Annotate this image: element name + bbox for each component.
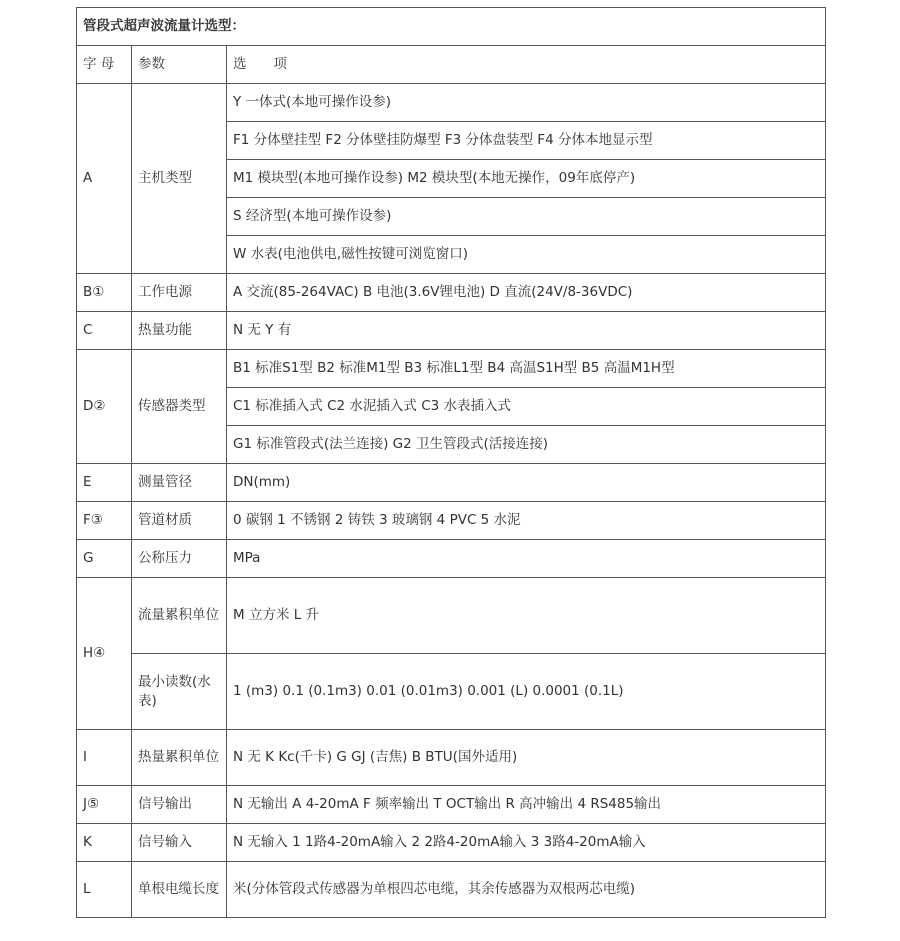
header-row [77,46,826,84]
header-letter: 字 母 [77,46,132,84]
letter-cell: J⑤ [77,786,132,824]
table-row [77,312,826,350]
letter-cell: A [77,84,132,274]
table-row [77,464,826,502]
table-title: 管段式超声波流量计选型： [77,8,826,46]
letter-cell: F③ [77,502,132,540]
table-row [77,84,826,122]
table-row [77,824,826,862]
letter-cell: L [77,862,132,918]
option-cell: M1 模块型(本地可操作设参) M2 模块型(本地无操作，09年底停产) [227,160,826,198]
option-cell: Y 一体式(本地可操作设参) [227,84,826,122]
table-row [77,274,826,312]
option-cell: 米(分体管段式传感器为单根四芯电缆，其余传感器为双根两芯电缆) [227,862,826,918]
option-cell: 0 碳钢 1 不锈钢 2 铸铁 3 玻璃钢 4 PVC 5 水泥 [227,502,826,540]
option-cell: A 交流(85-264VAC) B 电池(3.6V锂电池) D 直流(24V/8-36VDC) [227,274,826,312]
option-cell: S 经济型(本地可操作设参) [227,198,826,236]
param-cell: 流量累积单位 [132,578,227,654]
param-cell: 公称压力 [132,540,227,578]
letter-cell: D② [77,350,132,464]
option-cell: MPa [227,540,826,578]
option-cell: W 水表(电池供电,磁性按键可浏览窗口) [227,236,826,274]
option-cell: 1 (m3) 0.1 (0.1m3) 0.01 (0.01m3) 0.001 (L) 0.0001 (0.1L) [227,654,826,730]
table-row [77,862,826,918]
param-cell: 信号输入 [132,824,227,862]
letter-cell: B① [77,274,132,312]
param-cell: 传感器类型 [132,350,227,464]
table-row [77,730,826,786]
option-cell: N 无输入 1 1路4-20mA输入 2 2路4-20mA输入 3 3路4-20mA输入 [227,824,826,862]
param-cell: 测量管径 [132,464,227,502]
table-row [77,540,826,578]
table-row [77,350,826,388]
table-row [77,502,826,540]
letter-cell: G [77,540,132,578]
letter-cell: H④ [77,578,132,730]
option-cell: DN(mm) [227,464,826,502]
option-cell: N 无 Y 有 [227,312,826,350]
option-cell: C1 标准插入式 C2 水泥插入式 C3 水表插入式 [227,388,826,426]
option-cell: G1 标准管段式(法兰连接) G2 卫生管段式(活接连接) [227,426,826,464]
param-cell: 工作电源 [132,274,227,312]
param-cell: 主机类型 [132,84,227,274]
option-cell: M 立方米 L 升 [227,578,826,654]
param-cell: 热量累积单位 [132,730,227,786]
option-cell: N 无输出 A 4-20mA F 频率输出 T OCT输出 R 高冲输出 4 RS485输出 [227,786,826,824]
param-cell: 信号输出 [132,786,227,824]
param-cell: 热量功能 [132,312,227,350]
option-cell: B1 标准S1型 B2 标准M1型 B3 标准L1型 B4 高温S1H型 B5 高温M1H型 [227,350,826,388]
table-row [77,578,826,654]
option-cell: N 无 K Kc(千卡) G GJ (吉焦) B BTU(国外适用) [227,730,826,786]
param-cell: 管道材质 [132,502,227,540]
table-row [77,786,826,824]
option-cell: F1 分体壁挂型 F2 分体壁挂防爆型 F3 分体盘装型 F4 分体本地显示型 [227,122,826,160]
letter-cell: K [77,824,132,862]
header-param: 参数 [132,46,227,84]
table-row [77,654,826,730]
letter-cell: C [77,312,132,350]
header-options: 选 项 [227,46,826,84]
letter-cell: I [77,730,132,786]
letter-cell: E [77,464,132,502]
param-cell: 单根电缆长度 [132,862,227,918]
param-cell: 最小读数(水表) [132,654,227,730]
selection-table [76,7,826,918]
